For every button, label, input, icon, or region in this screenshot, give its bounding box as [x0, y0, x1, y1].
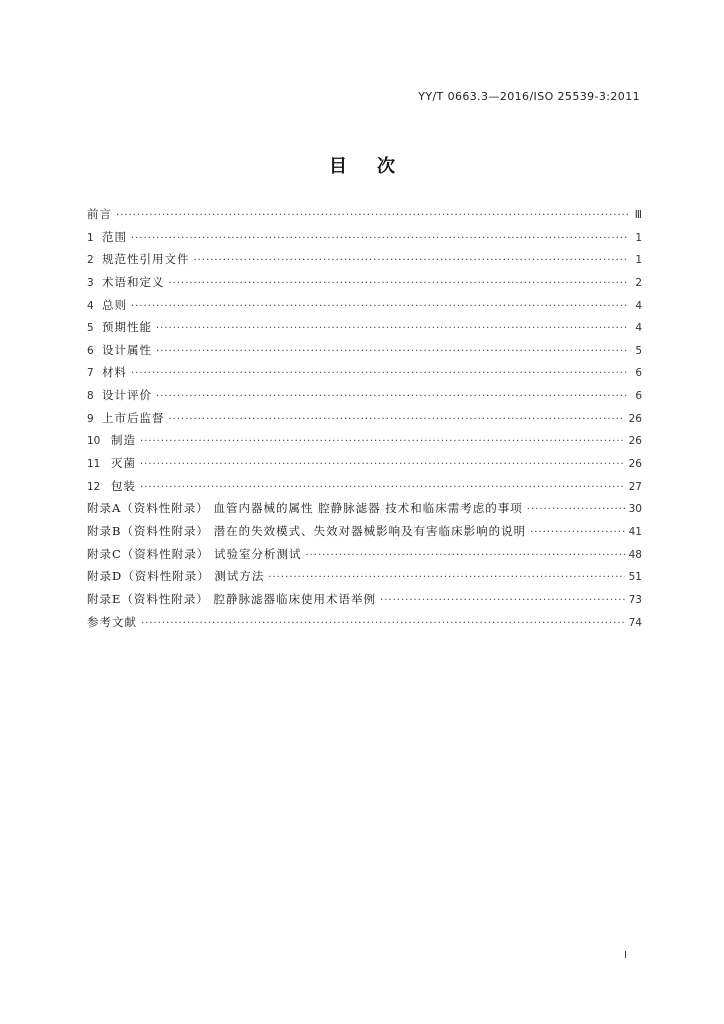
toc-entry-2[interactable]	[87, 251, 642, 274]
leader-dots	[156, 346, 628, 357]
toc-entry-number: 2	[87, 254, 94, 267]
toc-entry-page: 26	[628, 458, 642, 471]
toc-entry-number: 11	[87, 458, 101, 471]
toc-entry-page: 5	[635, 344, 642, 357]
toc-entry-label: 总则	[102, 297, 127, 312]
leader-dots	[140, 436, 625, 447]
toc-entry-5[interactable]	[87, 319, 642, 342]
footer-page-number: I	[624, 950, 627, 961]
leader-dots	[156, 391, 628, 402]
leader-dots	[530, 527, 625, 538]
toc-entry-page: 6	[635, 367, 642, 380]
toc-entry-annex-c[interactable]	[87, 546, 642, 569]
toc-entry-label: 材料	[102, 365, 127, 380]
table-of-contents	[87, 206, 642, 636]
leader-dots	[169, 414, 625, 425]
leader-dots	[268, 572, 624, 583]
toc-entry-number: 8	[87, 390, 94, 403]
toc-entry-4[interactable]	[87, 297, 642, 320]
toc-entry-label: 上市后监督	[102, 410, 165, 425]
toc-entry-label: 预期性能	[102, 320, 152, 335]
toc-entry-number: 3	[87, 276, 94, 289]
toc-entry-page: 1	[635, 231, 642, 244]
toc-entry-label: 制造	[111, 433, 136, 448]
toc-entry-annex-b[interactable]	[87, 523, 642, 546]
toc-entry-page: 2	[635, 276, 642, 289]
toc-entry-label: 附录A（资料性附录） 血管内器械的属性 腔静脉滤器 技术和临床需考虑的事项	[87, 501, 523, 516]
toc-entry-number: 5	[87, 322, 94, 335]
toc-entry-number: 12	[87, 480, 101, 493]
toc-entry-number: 6	[87, 344, 94, 357]
toc-entry-number: 9	[87, 412, 94, 425]
toc-entry-page: 30	[628, 503, 642, 516]
leader-dots	[140, 459, 625, 470]
toc-entry-12[interactable]	[87, 478, 642, 501]
leader-dots	[169, 278, 629, 289]
leader-dots	[131, 368, 628, 379]
toc-entry-foreword[interactable]	[87, 206, 642, 229]
toc-entry-label: 范围	[102, 229, 127, 244]
toc-entry-page: 73	[628, 593, 642, 606]
toc-entry-page: 51	[628, 571, 642, 584]
toc-entry-10[interactable]	[87, 432, 642, 455]
toc-entry-page: 27	[628, 480, 642, 493]
toc-entry-11[interactable]	[87, 455, 642, 478]
toc-entry-page: 26	[628, 412, 642, 425]
toc-entry-label: 附录B（资料性附录） 潜在的失效模式、失效对器械影响及有害临床影响的说明	[87, 523, 527, 538]
toc-entry-number: 1	[87, 231, 94, 244]
toc-entry-3[interactable]	[87, 274, 642, 297]
leader-dots	[140, 482, 625, 493]
toc-entry-number: 4	[87, 299, 94, 312]
standard-code: YY/T 0663.3—2016/ISO 25539-3:2011	[418, 90, 640, 103]
toc-entry-1[interactable]	[87, 229, 642, 252]
toc-entry-label: 附录E（资料性附录） 腔静脉滤器临床使用术语举例	[87, 591, 377, 606]
toc-entry-label: 附录D（资料性附录） 测试方法	[87, 569, 265, 584]
leader-dots	[305, 550, 624, 561]
toc-entry-references[interactable]	[87, 614, 642, 637]
toc-entry-label: 规范性引用文件	[102, 252, 190, 267]
toc-entry-label: 术语和定义	[102, 274, 165, 289]
leader-dots	[380, 595, 625, 606]
toc-entry-page: 4	[635, 299, 642, 312]
toc-entry-page: 48	[628, 548, 642, 561]
leader-dots	[131, 233, 628, 244]
toc-entry-label: 前言	[87, 207, 112, 221]
leader-dots	[116, 210, 628, 221]
toc-entry-page: 1	[635, 254, 642, 267]
toc-entry-6[interactable]	[87, 342, 642, 365]
toc-entry-label: 包装	[111, 478, 136, 493]
toc-entry-number: 7	[87, 367, 94, 380]
toc-entry-annex-d[interactable]	[87, 568, 642, 591]
toc-entry-label: 附录C（资料性附录） 试验室分析测试	[87, 546, 302, 561]
toc-entry-9[interactable]	[87, 410, 642, 433]
leader-dots	[156, 323, 628, 334]
toc-entry-page: 4	[635, 322, 642, 335]
toc-entry-8[interactable]	[87, 387, 642, 410]
toc-entry-page: 26	[628, 435, 642, 448]
toc-entry-annex-a[interactable]	[87, 500, 642, 523]
toc-entry-page: 74	[628, 616, 642, 629]
toc-entry-page: 6	[635, 390, 642, 403]
toc-entry-label: 灭菌	[111, 456, 136, 471]
toc-entry-page: Ⅲ	[634, 209, 642, 221]
toc-entry-label: 设计属性	[102, 342, 152, 357]
toc-entry-page: 41	[628, 525, 642, 538]
leader-dots	[194, 255, 629, 266]
leader-dots	[527, 504, 625, 515]
toc-entry-label: 参考文献	[87, 614, 137, 629]
leader-dots	[141, 618, 625, 629]
toc-entry-label: 设计评价	[102, 388, 152, 403]
toc-entry-annex-e[interactable]	[87, 591, 642, 614]
page-title: 目次	[329, 156, 425, 177]
toc-entry-number: 10	[87, 435, 101, 448]
leader-dots	[131, 301, 628, 312]
toc-entry-7[interactable]	[87, 364, 642, 387]
